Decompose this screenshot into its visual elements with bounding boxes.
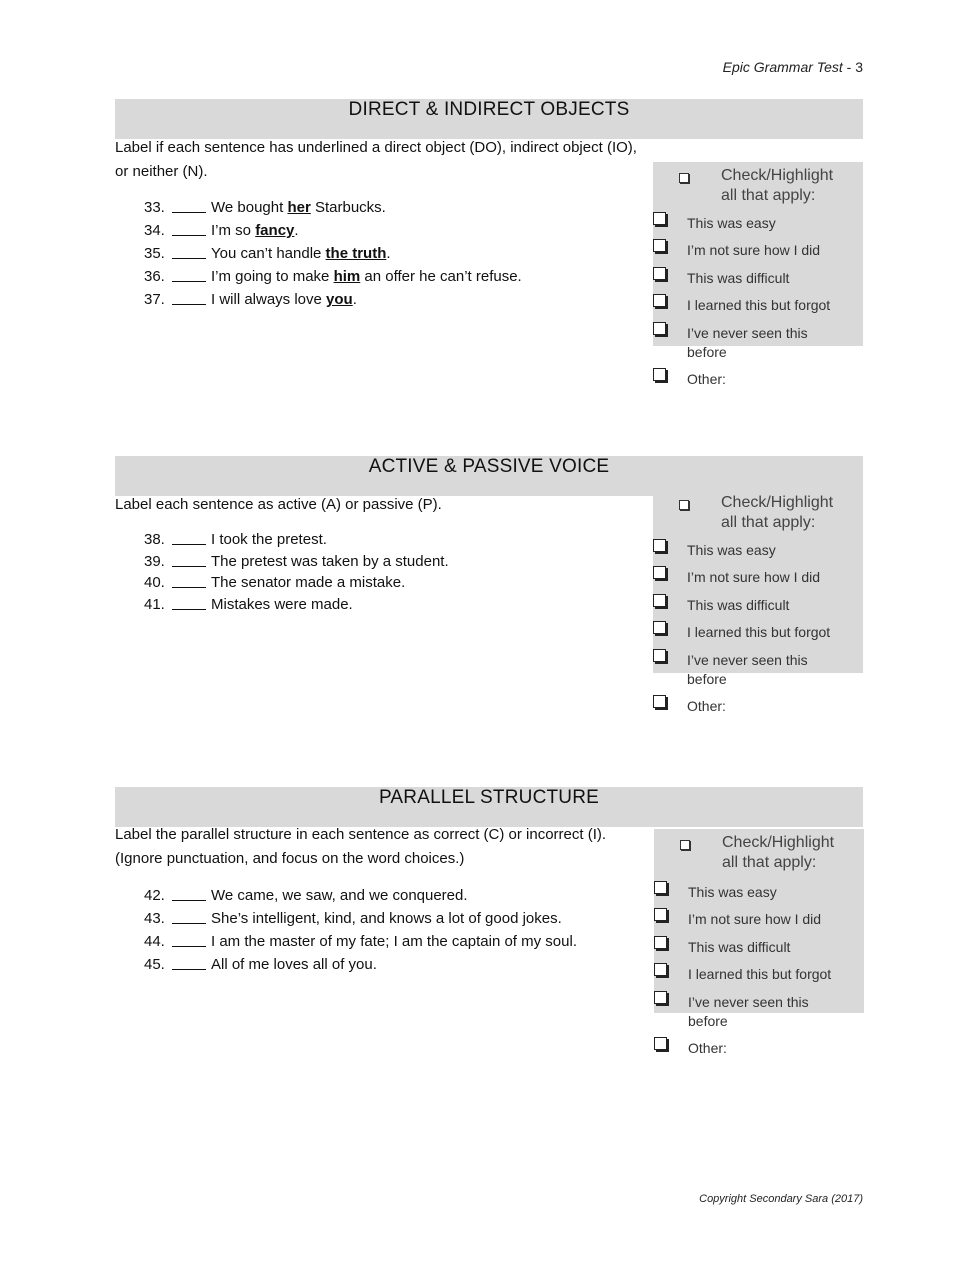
copyright-footer: Copyright Secondary Sara (2017)	[699, 1193, 863, 1205]
section-title: DIRECT & INDIRECT OBJECTS	[115, 99, 863, 139]
option-never-seen[interactable]: I’ve never seen this before	[654, 991, 864, 1033]
checkbox-icon[interactable]	[654, 991, 667, 1004]
option-difficult[interactable]: This was difficult	[653, 594, 863, 616]
question-list	[144, 884, 577, 976]
question-number: 40.	[144, 574, 165, 591]
question-number: 43.	[144, 910, 165, 927]
checkbox-icon[interactable]	[653, 539, 666, 552]
section-instructions: Label the parallel structure in each sentence as correct (C) or incorrect (I). (Ignore punctuation, and focus on the word choices.)	[115, 826, 607, 867]
checkbox-icon[interactable]	[653, 649, 666, 662]
question-number: 39.	[144, 552, 165, 570]
question-item: 40. The senator made a mistake.	[144, 572, 449, 594]
question-number: 34.	[144, 222, 165, 239]
option-easy[interactable]: This was easy	[653, 212, 863, 234]
question-number: 33.	[144, 199, 165, 216]
option-never-seen[interactable]: I’ve never seen this before	[653, 649, 863, 691]
question-item: 34. I’m so fancy.	[144, 219, 522, 242]
option-other[interactable]: Other:	[653, 368, 863, 390]
option-difficult[interactable]: This was difficult	[653, 267, 863, 289]
question-item: 35. You can’t handle the truth.	[144, 242, 522, 265]
underlined-word: you	[326, 291, 353, 308]
section-instructions: Label if each sentence has underlined a direct object (DO), indirect object (IO), or neither (N).	[115, 139, 637, 180]
heading-checkbox-icon	[680, 840, 690, 850]
answer-blank[interactable]	[172, 290, 206, 305]
option-learned-forgot[interactable]: I learned this but forgot	[654, 963, 864, 985]
option-difficult[interactable]: This was difficult	[654, 936, 864, 958]
option-easy[interactable]: This was easy	[654, 881, 864, 903]
answer-blank[interactable]	[172, 552, 206, 567]
section-instructions: Label each sentence as active (A) or passive (P).	[115, 496, 442, 513]
question-number: 38.	[144, 531, 165, 548]
question-number: 35.	[144, 245, 165, 262]
answer-blank[interactable]	[172, 530, 206, 545]
answer-blank[interactable]	[172, 909, 206, 924]
answer-blank[interactable]	[172, 886, 206, 901]
option-other[interactable]: Other:	[654, 1037, 864, 1059]
checkbox-icon[interactable]	[654, 1037, 667, 1050]
question-list	[144, 529, 449, 615]
question-number: 36.	[144, 268, 165, 285]
section-title: PARALLEL STRUCTURE	[115, 787, 863, 827]
checkbox-icon[interactable]	[653, 294, 666, 307]
question-item: 43. She’s intelligent, kind, and knows a lot of good jokes.	[144, 907, 577, 930]
checkbox-icon[interactable]	[653, 594, 666, 607]
question-item: 42. We came, we saw, and we conquered.	[144, 884, 577, 907]
checkbox-icon[interactable]	[653, 566, 666, 579]
underlined-word: him	[333, 268, 361, 285]
option-not-sure[interactable]: I’m not sure how I did	[654, 908, 864, 930]
answer-blank[interactable]	[172, 955, 206, 970]
option-easy[interactable]: This was easy	[653, 539, 863, 561]
option-never-seen[interactable]: I’ve never seen this before	[653, 322, 863, 364]
section-title: ACTIVE & PASSIVE VOICE	[115, 456, 863, 496]
underlined-word: her	[287, 199, 311, 216]
underlined-word: the truth	[325, 245, 387, 262]
option-not-sure[interactable]: I’m not sure how I did	[653, 239, 863, 261]
answer-blank[interactable]	[172, 595, 206, 610]
option-learned-forgot[interactable]: I learned this but forgot	[653, 294, 863, 316]
heading-checkbox-icon	[679, 500, 689, 510]
answer-blank[interactable]	[172, 932, 206, 947]
question-number: 45.	[144, 956, 165, 973]
panel-heading-text: Check/Highlight all that apply:	[721, 167, 834, 204]
question-item: 41. Mistakes were made.	[144, 594, 449, 616]
answer-blank[interactable]	[172, 244, 206, 259]
checkbox-icon[interactable]	[654, 881, 667, 894]
checkbox-icon[interactable]	[653, 267, 666, 280]
question-list	[144, 196, 522, 311]
option-other[interactable]: Other:	[653, 695, 863, 717]
question-item: 39. The pretest was taken by a student.	[144, 551, 449, 573]
page-header	[723, 59, 863, 75]
checkbox-icon[interactable]	[654, 963, 667, 976]
checkbox-icon[interactable]	[653, 368, 666, 381]
checkbox-icon[interactable]	[653, 212, 666, 225]
question-number: 37.	[144, 291, 165, 308]
question-item: 38. I took the pretest.	[144, 529, 449, 551]
question-item: 44. I am the master of my fate; I am the captain of my soul.	[144, 930, 577, 953]
checkbox-icon[interactable]	[654, 908, 667, 921]
question-item: 33. We bought her Starbucks.	[144, 196, 522, 219]
question-number: 44.	[144, 933, 165, 950]
panel-heading-text: Check/Highlight all that apply:	[722, 834, 835, 871]
checkbox-icon[interactable]	[653, 695, 666, 708]
checkbox-icon[interactable]	[654, 936, 667, 949]
panel-heading-text: Check/Highlight all that apply:	[721, 494, 834, 531]
panel-heading	[653, 493, 863, 537]
question-item: 37. I will always love you.	[144, 288, 522, 311]
answer-blank[interactable]	[172, 573, 206, 588]
header-separator: -	[842, 59, 856, 75]
question-number: 41.	[144, 595, 165, 613]
answer-blank[interactable]	[172, 267, 206, 282]
option-not-sure[interactable]: I’m not sure how I did	[653, 566, 863, 588]
question-number: 42.	[144, 887, 165, 904]
test-title: Epic Grammar Test	[722, 59, 843, 75]
answer-blank[interactable]	[172, 221, 206, 236]
checkbox-icon[interactable]	[653, 621, 666, 634]
panel-heading	[653, 166, 863, 210]
checkbox-icon[interactable]	[653, 239, 666, 252]
checkbox-icon[interactable]	[653, 322, 666, 335]
heading-checkbox-icon	[679, 173, 689, 183]
panel-heading	[654, 833, 864, 877]
option-learned-forgot[interactable]: I learned this but forgot	[653, 621, 863, 643]
page-number: 3	[855, 59, 863, 75]
question-item: 36. I’m going to make him an offer he can’t refuse.	[144, 265, 522, 288]
underlined-word: fancy	[255, 222, 295, 239]
question-item: 45. All of me loves all of you.	[144, 953, 577, 976]
answer-blank[interactable]	[172, 198, 206, 213]
